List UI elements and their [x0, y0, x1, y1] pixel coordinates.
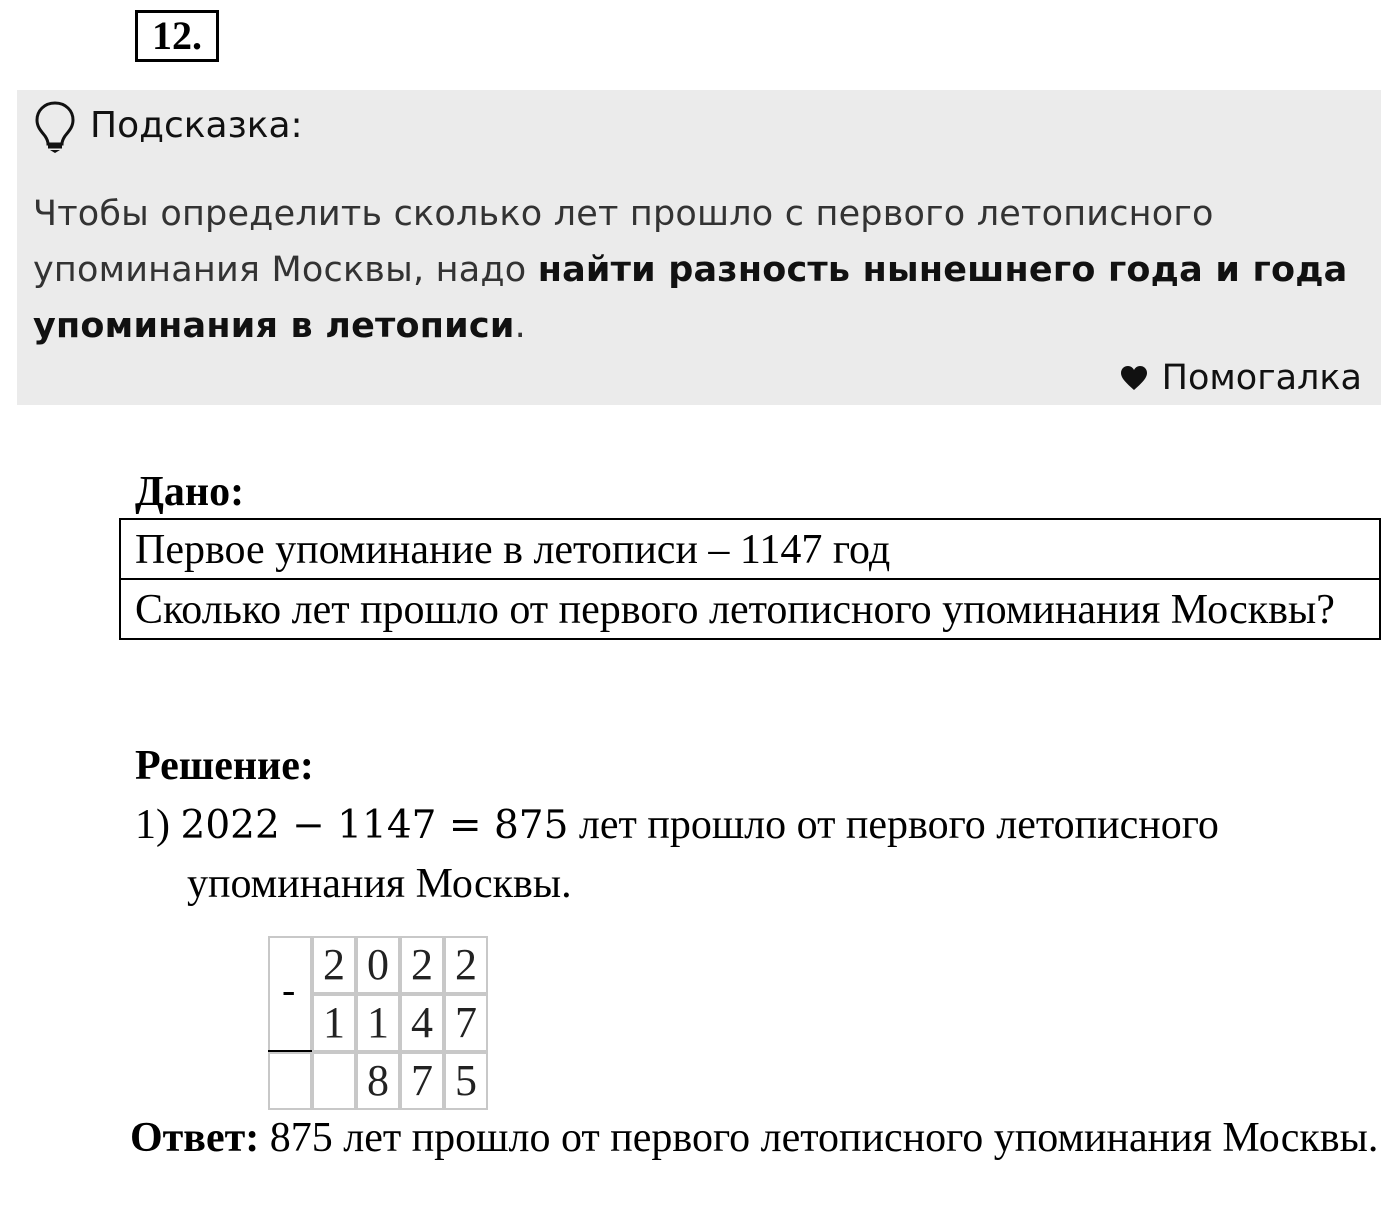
- step-number: 1): [135, 802, 170, 848]
- difference-digit: 7: [400, 1052, 444, 1110]
- hint-title: Подсказка:: [90, 105, 303, 146]
- answer-label: Ответ:: [130, 1115, 260, 1161]
- hint-text-normal: Чтобы определить сколько лет прошло с первого летописного упоминания Москвы, надо: [33, 194, 1214, 290]
- heart-icon: [1120, 365, 1148, 391]
- given-heading: Дано:: [135, 469, 245, 515]
- solution-step: [135, 796, 1375, 913]
- difference-digit: 5: [444, 1052, 488, 1110]
- difference-digit: 8: [356, 1052, 400, 1110]
- task-number: 12.: [135, 10, 219, 62]
- minuend-digit: 2: [312, 936, 356, 994]
- hint-text: [33, 186, 1353, 354]
- given-table: [119, 518, 1381, 640]
- minuend-digit: 0: [356, 936, 400, 994]
- subtrahend-digit: 7: [444, 994, 488, 1052]
- minuend-digit: 2: [444, 936, 488, 994]
- answer-value: 875: [269, 1115, 333, 1161]
- answer-text: лет прошло от первого летописного упоминания Москвы.: [332, 1115, 1379, 1161]
- given-row: Первое упоминание в летописи – 1147 год: [135, 527, 891, 573]
- minuend-digit: 2: [400, 936, 444, 994]
- equation: 2022 − 1147 = 875: [180, 803, 569, 848]
- credit-label: Помогалка: [1161, 358, 1362, 398]
- step-text-continued: упоминания Москвы.: [187, 861, 572, 907]
- subtrahend-digit: 1: [312, 994, 356, 1052]
- answer: [130, 1110, 1380, 1166]
- empty-cell: [268, 1052, 312, 1110]
- step-text: лет прошло от первого летописного: [568, 802, 1219, 848]
- hint-text-bold: найти разность нынешнего года и года упоминания в летописи: [33, 250, 1348, 346]
- subtrahend-digit: 4: [400, 994, 444, 1052]
- solution-heading: Решение:: [135, 743, 314, 789]
- hint-text-end: .: [514, 306, 526, 346]
- minus-sign: -: [282, 967, 296, 1012]
- given-row: Сколько лет прошло от первого летописного упоминания Москвы?: [121, 578, 1379, 638]
- credit: [1120, 356, 1362, 400]
- difference-digit: [312, 1052, 356, 1110]
- subtrahend-digit: 1: [356, 994, 400, 1052]
- lightbulb-icon: [33, 100, 77, 154]
